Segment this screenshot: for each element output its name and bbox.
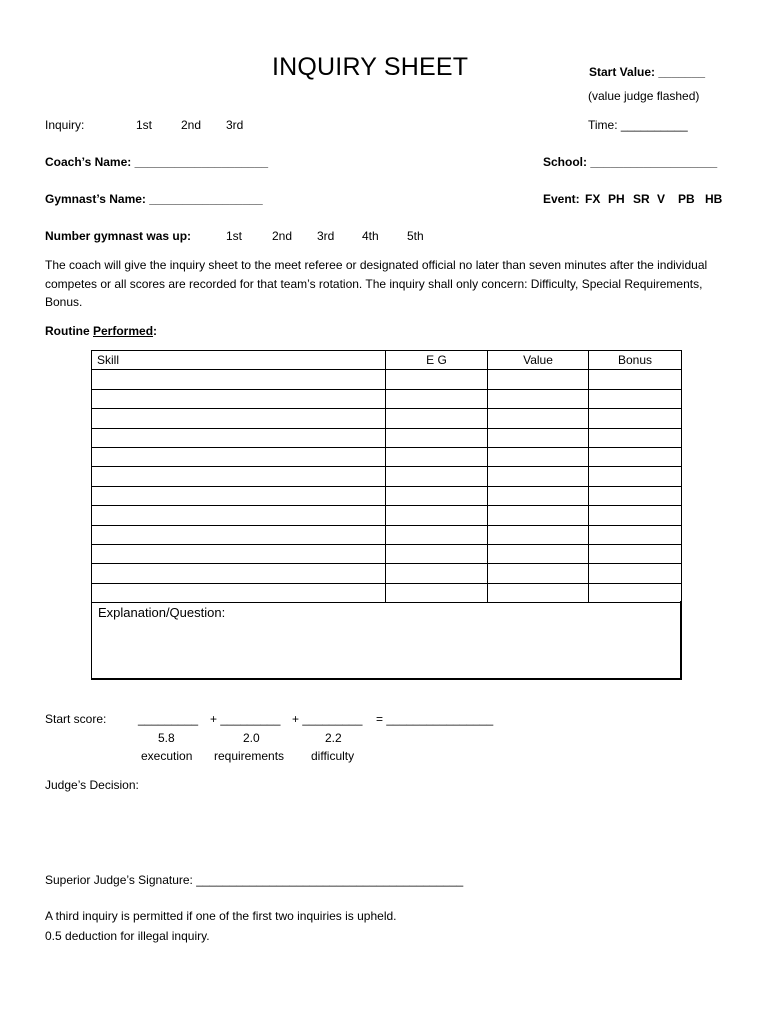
skill-cell[interactable] <box>92 389 386 408</box>
value-cell[interactable] <box>488 428 589 447</box>
eg-cell[interactable] <box>386 583 488 602</box>
skill-cell[interactable] <box>92 467 386 486</box>
value-judge-flashed-note: (value judge flashed) <box>588 89 700 103</box>
third-inquiry-note: A third inquiry is permitted if one of the first two inquiries is upheld. <box>45 909 397 923</box>
bonus-cell[interactable] <box>589 428 682 447</box>
eg-cell[interactable] <box>386 370 488 389</box>
superior-judge-signature-field[interactable]: Superior Judge’s Signature: ________________________________________ <box>45 873 464 887</box>
value-column-header: Value <box>488 351 589 370</box>
skill-cell[interactable] <box>92 370 386 389</box>
gymnast-name-field[interactable]: Gymnast’s Name: _________________ <box>45 192 263 206</box>
table-row <box>92 525 682 544</box>
table-row <box>92 486 682 505</box>
value-cell[interactable] <box>488 409 589 428</box>
inquiry-option-1st[interactable]: 1st <box>136 118 153 132</box>
eg-cell[interactable] <box>386 447 488 466</box>
time-field[interactable]: Time: __________ <box>588 118 688 132</box>
eg-cell[interactable] <box>386 544 488 563</box>
skill-cell[interactable] <box>92 409 386 428</box>
value-cell[interactable] <box>488 486 589 505</box>
start-score-blank-execution[interactable]: _________ <box>138 712 199 726</box>
skill-cell[interactable] <box>92 447 386 466</box>
eg-cell[interactable] <box>386 525 488 544</box>
bonus-column-header: Bonus <box>589 351 682 370</box>
bonus-cell[interactable] <box>589 486 682 505</box>
event-option-ph[interactable]: PH <box>608 192 625 206</box>
number-up-option-3rd[interactable]: 3rd <box>317 229 335 243</box>
eg-cell[interactable] <box>386 409 488 428</box>
event-label: Event: <box>543 192 580 206</box>
skill-cell[interactable] <box>92 544 386 563</box>
bonus-cell[interactable] <box>589 370 682 389</box>
explanation-box[interactable] <box>91 601 682 680</box>
table-row <box>92 544 682 563</box>
difficulty-value: 2.2 <box>325 731 342 745</box>
value-cell[interactable] <box>488 544 589 563</box>
table-row <box>92 409 682 428</box>
number-up-option-4th[interactable]: 4th <box>362 229 379 243</box>
skill-cell[interactable] <box>92 486 386 505</box>
value-cell[interactable] <box>488 564 589 583</box>
bonus-cell[interactable] <box>589 544 682 563</box>
eg-cell[interactable] <box>386 467 488 486</box>
skills-table <box>91 350 682 603</box>
skill-cell[interactable] <box>92 583 386 602</box>
table-row <box>92 467 682 486</box>
judges-decision-label: Judge’s Decision: <box>45 778 139 792</box>
event-option-pb[interactable]: PB <box>678 192 695 206</box>
table-row <box>92 370 682 389</box>
difficulty-caption: difficulty <box>311 749 355 763</box>
bonus-cell[interactable] <box>589 467 682 486</box>
inquiry-option-2nd[interactable]: 2nd <box>181 118 202 132</box>
bonus-cell[interactable] <box>589 447 682 466</box>
start-score-blank-requirements[interactable]: + _________ <box>210 712 281 726</box>
requirements-value: 2.0 <box>243 731 260 745</box>
coach-name-field[interactable]: Coach’s Name: ____________________ <box>45 155 269 169</box>
execution-caption: execution <box>141 749 193 763</box>
value-cell[interactable] <box>488 467 589 486</box>
eg-cell[interactable] <box>386 564 488 583</box>
number-up-option-5th[interactable]: 5th <box>407 229 424 243</box>
execution-value: 5.8 <box>158 731 175 745</box>
eg-column-header: E G <box>386 351 488 370</box>
bonus-cell[interactable] <box>589 389 682 408</box>
value-cell[interactable] <box>488 506 589 525</box>
skills-table-header-row <box>92 351 682 370</box>
start-score-total[interactable]: = ________________ <box>376 712 494 726</box>
table-row <box>92 583 682 602</box>
routine-performed-label: Routine Performed: <box>45 324 158 338</box>
value-cell[interactable] <box>488 389 589 408</box>
table-row <box>92 389 682 408</box>
event-option-fx[interactable]: FX <box>585 192 601 206</box>
skill-cell[interactable] <box>92 428 386 447</box>
value-cell[interactable] <box>488 447 589 466</box>
value-cell[interactable] <box>488 525 589 544</box>
page-title: INQUIRY SHEET <box>272 53 469 81</box>
event-option-sr[interactable]: SR <box>633 192 650 206</box>
bonus-cell[interactable] <box>589 409 682 428</box>
skill-cell[interactable] <box>92 564 386 583</box>
inquiry-label: Inquiry: <box>45 118 85 132</box>
instructions-paragraph: The coach will give the inquiry sheet to the meet referee or designated official no later than seven minutes after the individual competes or all scores are recorded for that team’s rotation. The inquiry shall only concern: Difficulty, Special Requirements, Bonus. <box>45 258 708 309</box>
eg-cell[interactable] <box>386 506 488 525</box>
start-score-label: Start score: <box>45 712 107 726</box>
eg-cell[interactable] <box>386 389 488 408</box>
start-value-field[interactable]: Start Value: _______ <box>589 65 706 79</box>
start-score-blank-difficulty[interactable]: + _________ <box>292 712 363 726</box>
bonus-cell[interactable] <box>589 583 682 602</box>
bonus-cell[interactable] <box>589 564 682 583</box>
event-option-v[interactable]: V <box>657 192 666 206</box>
event-option-hb[interactable]: HB <box>705 192 723 206</box>
eg-cell[interactable] <box>386 486 488 505</box>
skill-cell[interactable] <box>92 525 386 544</box>
table-row <box>92 447 682 466</box>
table-row <box>92 428 682 447</box>
inquiry-option-3rd[interactable]: 3rd <box>226 118 244 132</box>
bonus-cell[interactable] <box>589 506 682 525</box>
value-cell[interactable] <box>488 583 589 602</box>
table-row <box>92 506 682 525</box>
skill-column-header: Skill <box>92 351 386 370</box>
school-field[interactable]: School: ___________________ <box>543 155 718 169</box>
requirements-caption: requirements <box>214 749 285 763</box>
explanation-label: Explanation/Question: <box>98 605 226 620</box>
table-row <box>92 564 682 583</box>
number-up-option-1st[interactable]: 1st <box>226 229 243 243</box>
number-up-label: Number gymnast was up: <box>45 229 192 243</box>
deduction-note: 0.5 deduction for illegal inquiry. <box>45 929 210 943</box>
eg-cell[interactable] <box>386 428 488 447</box>
number-up-option-2nd[interactable]: 2nd <box>272 229 293 243</box>
value-cell[interactable] <box>488 370 589 389</box>
skill-cell[interactable] <box>92 506 386 525</box>
bonus-cell[interactable] <box>589 525 682 544</box>
